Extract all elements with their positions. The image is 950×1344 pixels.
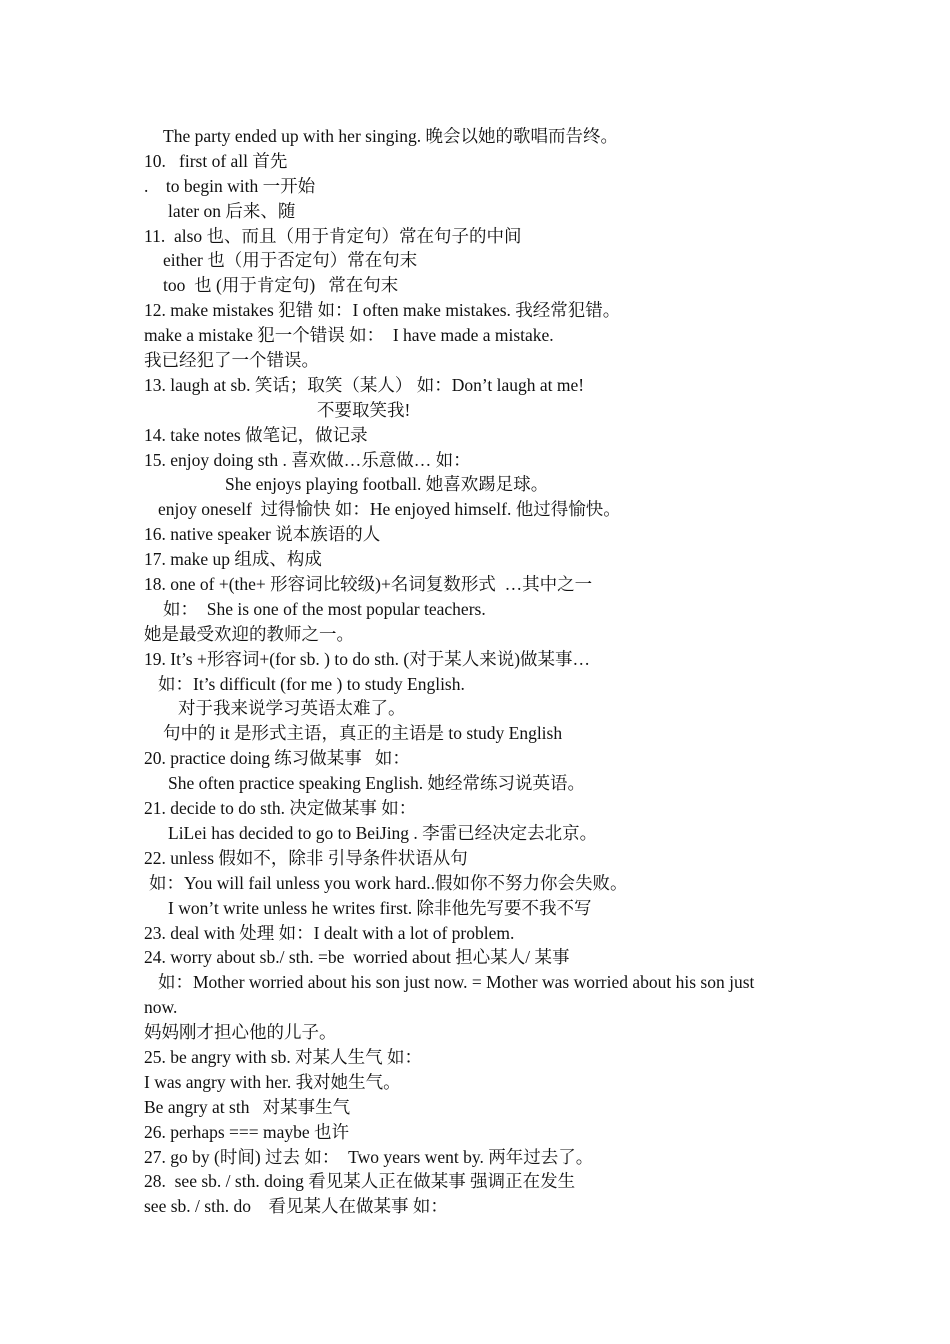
text-line: 句中的 it 是形式主语，真正的主语是 to study English	[163, 723, 563, 744]
text-line: . to begin with 一开始	[144, 175, 316, 196]
text-line: 12. make mistakes 犯错 如：I often make mistakes. 我经常犯错。	[144, 300, 621, 321]
text-line: 25. be angry with sb. 对某人生气 如：	[144, 1046, 423, 1067]
text-line: either 也（用于否定句）常在句末	[163, 250, 418, 271]
text-line: 23. deal with 处理 如：I dealt with a lot of problem.	[144, 922, 515, 943]
text-line: 24. worry about sb./ sth. =be worried about 担心某人/ 某事	[144, 947, 570, 968]
text-line: 18. one of +(the+ 形容词比较级)+名词复数形式 …其中之一	[144, 574, 593, 595]
text-line: 19. It’s +形容词+(for sb. ) to do sth. (对于某人来说)做某事…	[144, 648, 591, 669]
text-line: later on 后来、随	[168, 200, 296, 221]
text-line: 20. practice doing 练习做某事 如：	[144, 748, 410, 769]
text-line: LiLei has decided to go to BeiJing . 李雷已经决定去北京。	[168, 822, 598, 843]
text-line: The party ended up with her singing. 晚会以她的歌唱而告终。	[163, 126, 618, 146]
text-line: 13. laugh at sb. 笑话；取笑（某人） 如：Don’t laugh at me!	[144, 374, 585, 395]
text-line: 11. also 也、而且（用于肯定句）常在句子的中间	[144, 225, 522, 246]
text-line: 她是最受欢迎的教师之一。	[144, 623, 354, 644]
text-line: now.	[144, 997, 178, 1018]
text-line: 17. make up 组成、构成	[144, 549, 322, 570]
text-line: 22. unless 假如不，除非 引导条件状语从句	[144, 847, 468, 868]
text-line: make a mistake 犯一个错误 如： I have made a mistake.	[144, 325, 554, 346]
text-line: 15. enjoy doing sth . 喜欢做…乐意做… 如：	[144, 449, 471, 470]
text-line: 不要取笑我!	[317, 399, 411, 420]
text-line: 我已经犯了一个错误。	[144, 350, 319, 371]
text-line: 如：It’s difficult (for me ) to study English.	[158, 673, 465, 694]
text-line: enjoy oneself 过得愉快 如：He enjoyed himself. 他过得愉快。	[158, 499, 621, 520]
text-line: 如：Mother worried about his son just now. = Mother was worried about his son just	[158, 972, 755, 993]
text-line: 16. native speaker 说本族语的人	[144, 524, 381, 545]
text-line: She enjoys playing football. 她喜欢踢足球。	[225, 474, 549, 495]
text-line: Be angry at sth 对某事生气	[144, 1096, 351, 1117]
text-line: 27. go by (时间) 过去 如： Two years went by. 两年过去了。	[144, 1146, 594, 1167]
text-line: see sb. / sth. do 看见某人在做某事 如：	[144, 1196, 448, 1217]
text-line: 26. perhaps === maybe 也许	[144, 1121, 350, 1142]
text-line: 10. first of all 首先	[144, 150, 288, 171]
text-line: 如：You will fail unless you work hard..假如你不努力你会失败。	[149, 872, 628, 893]
text-line: She often practice speaking English. 她经常练习说英语。	[168, 773, 586, 794]
document-body	[144, 124, 814, 1219]
text-line: 14. take notes 做笔记，做记录	[144, 424, 368, 445]
text-line: too 也 (用于肯定句) 常在句末	[163, 275, 399, 296]
text-line: 妈妈刚才担心他的儿子。	[144, 1022, 337, 1043]
text-line: I was angry with her. 我对她生气。	[144, 1071, 401, 1092]
text-line: 21. decide to do sth. 决定做某事 如：	[144, 798, 417, 819]
text-line: I won’t write unless he writes first. 除非他先写要不我不写	[168, 897, 592, 918]
text-line: 对于我来说学习英语太难了。	[178, 698, 406, 719]
text-line: 28. see sb. / sth. doing 看见某人正在做某事 强调正在发生	[144, 1171, 576, 1192]
text-line: 如： She is one of the most popular teachers.	[163, 598, 486, 619]
